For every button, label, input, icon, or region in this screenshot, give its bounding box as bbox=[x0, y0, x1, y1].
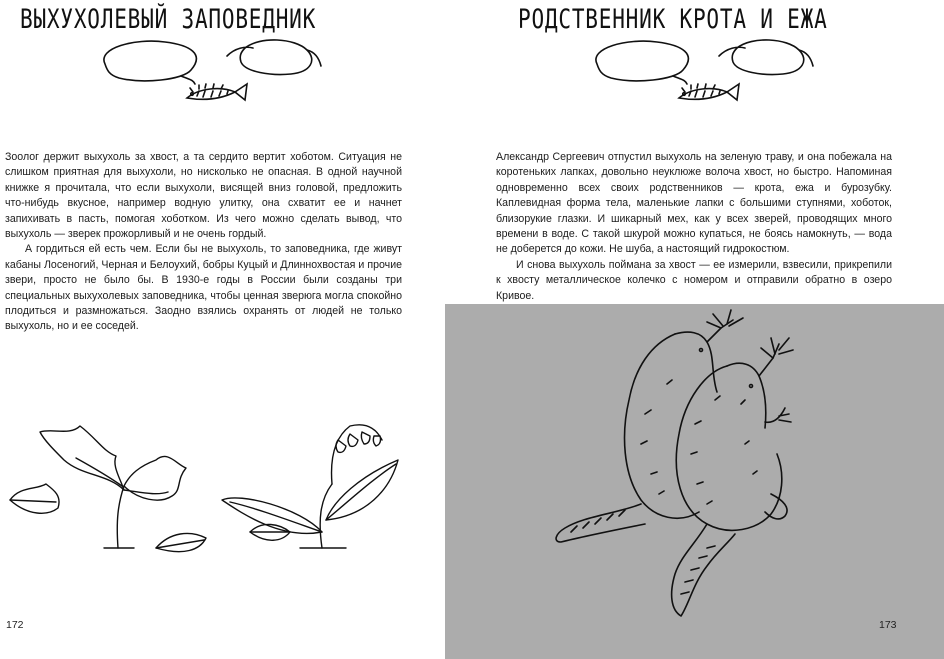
right-page bbox=[472, 0, 944, 659]
left-paragraph-1: Зоолог держит выхухоль за хвост, а та сердито вертит хоботом. Ситуация не слишком приятная для выхухоли, но нисколько не опасная. В одной научной книжке я прочитала, что если выхухоли, висящей вниз головой, предложить что-нибудь вкусное, например водную улитку, она схватит ее и начнет запихивать в пасть, помогая хоботком. Из чего можно сделать вывод, что выхухоль — зверек прожорливый и не очень гордый. bbox=[5, 151, 402, 241]
left-page-text bbox=[5, 150, 402, 335]
left-page-number: 172 bbox=[6, 619, 24, 631]
desman-illustration bbox=[445, 304, 944, 659]
fish-and-bubbles-decoration bbox=[95, 36, 335, 108]
right-paragraph-2: И снова выхухоль поймана за хвост — ее измерили, взвесили, прикрепили к хвосту металлическое колечко с номером и отправили обратно в озеро Кривое. bbox=[496, 258, 892, 302]
right-page-heading: РОДСТВЕННИК КРОТА И ЕЖА bbox=[518, 4, 828, 35]
right-page-number: 173 bbox=[879, 619, 897, 631]
desman-drawing bbox=[445, 304, 944, 659]
left-page-heading: ВЫХУХОЛЕВЫЙ ЗАПОВЕДНИК bbox=[20, 4, 317, 35]
left-paragraph-2: А гордиться ей есть чем. Если бы не выхухоль, то заповедника, где живут кабаны Лосеногий, Черная и Белоухий, бобры Куцый и Длиннохвостая и прочие звери, просто не было бы. В 1930-е годы в России были созданы три специальных выхухолевых заповедника, чтобы ценная зверюга могла спокойно плодиться и размножаться. Заодно взялись охранять от людей не только выхухоль, но и ее соседей. bbox=[5, 243, 402, 333]
plants-drawing bbox=[0, 420, 472, 570]
right-paragraph-1: Александр Сергеевич отпустил выхухоль на зеленую траву, и она побежала на коротеньких лапках, довольно неуклюже волоча хвост, но быстро. Напоминая одновременно всех своих родственников — крота, ежа и бурозубку. Каплевидная форма тела, маленькие лапки с большими ступнями, хоботок, близорукие глазки. И шикарный мех, как у всех зверей, проводящих много времени в воде. С такой шкурой можно купаться, не боясь намокнуть, — вода не доберется до кожи. Не шуба, а настоящий гидрокостюм. bbox=[496, 151, 892, 256]
fish-and-bubbles-decoration-right bbox=[587, 36, 827, 108]
